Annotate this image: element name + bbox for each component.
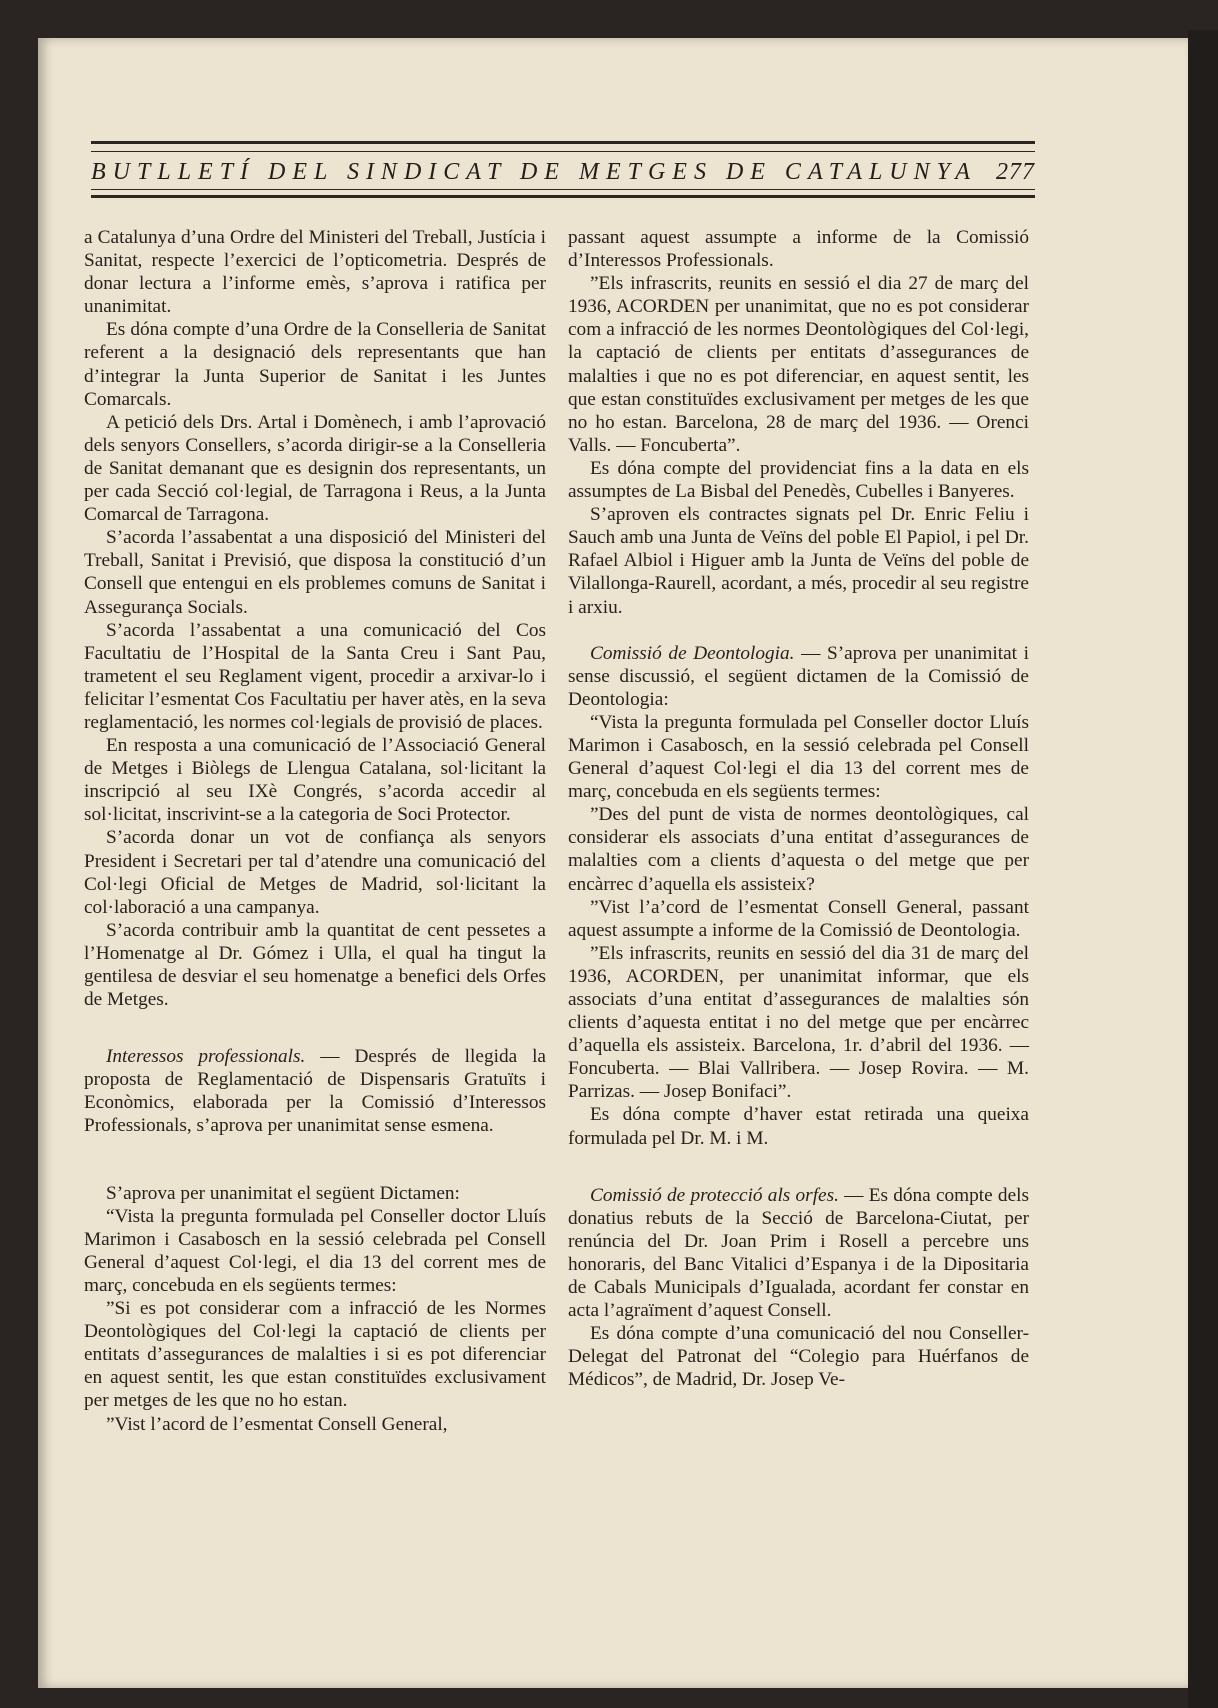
section-paragraph-orfes	[568, 1184, 1029, 1323]
book-edge	[1188, 30, 1218, 1708]
section-paragraph-interessos	[84, 1045, 546, 1137]
section-body: — Es dóna compte dels donatius rebuts de la Secció de Barcelona-Ciutat, per renúncia del Dr. Joan Prim i Rosell a percebre uns honoraris, del Banc Vitalici d’Espanya i de la Dipositaria de Cabals Municipals d’Igualada, acordant fer constar en acta l’agraïment d’aquest Consell.	[568, 1184, 1029, 1322]
paragraph: S’aproven els contractes signats pel Dr. Enric Feliu i Sauch amb una Junta de Veïns del poble El Papiol, i pel Dr. Rafael Albiol i Higuer amb la Junta de Veïns del poble de Vilallonga-Raurell, acordant, a més, procedir al seu registre i arxiu.	[568, 504, 1029, 618]
section-paragraph-deontologia	[568, 642, 1029, 711]
paragraph: S’acorda contribuir amb la quantitat de cent pessetes a l’Homenatge al Dr. Gómez i Ulla, el qual ha tingut la gentilesa de desviar el seu homenatge a benefici dels Orfes de Metges.	[84, 919, 546, 1011]
page-number: 277	[996, 158, 1035, 185]
paragraph: S’aprova per unanimitat el següent Dictamen:	[106, 1182, 460, 1204]
section-heading-orfes: Comissió de protecció als orfes.	[590, 1184, 839, 1206]
paragraph: Es dóna compte del providenciat fins a la data en els assumptes de La Bisbal del Penedès, Cubelles i Banyeres.	[568, 457, 1029, 503]
paragraph: A petició dels Drs. Artal i Domènech, i amb l’aprovació dels senyors Consellers, s’acorda dirigir-se a la Conselleria de Sanitat demanant que es designin dos representants, un per cada Secció col·legial, de Tarragona i Reus, a la Junta Comarcal de Tarragona.	[84, 411, 546, 526]
paragraph: a Catalunya d’una Ordre del Ministeri del Treball, Justícia i Sanitat, respecte l’exercici de l’opticometria. Després de donar lectura a l’informe emès, s’aprova i ratifica per unanimitat.	[84, 227, 546, 318]
journal-title: BUTLLETÍ DEL SINDICAT DE METGES DE CATALUNYA	[91, 158, 977, 185]
paragraph: ”Els infrascrits, reunits en sessió del dia 31 de març del 1936, ACORDEN, per unanimitat informar, que els associats d’una entitat d’assegurances de malalties són clients d’aquesta entitat i no del metge que per encàrrec d’aquella els assisteix. Barcelona, 1r. d’abril del 1936. — Foncuberta. — Blai Vallribera. — Josep Rovira. — M. Parrizas. — Josep Bonifaci”.	[568, 942, 1029, 1103]
paragraph: S’acorda donar un vot de confiança als senyors President i Secretari per tal d’atendre una comunicació del Col·legi Oficial de Metges de Madrid, sol·licitant la col·laboració a una campanya.	[84, 827, 546, 918]
running-head	[91, 157, 1035, 187]
paragraph: ”Vist l’a’cord de l’esmentat Consell General, passant aquest assumpte a informe de la Comissió de Deontologia.	[568, 896, 1029, 941]
right-column	[568, 226, 1029, 1392]
left-column	[84, 226, 546, 1436]
header-rule-bottom-thin	[91, 189, 1035, 190]
paragraph: Es dóna compte d’haver estat retirada una queixa formulada pel Dr. M. i M.	[568, 1104, 1029, 1149]
section-heading-deontologia: Comissió de Deontologia.	[590, 642, 795, 664]
paragraph: ”Els infrascrits, reunits en sessió el dia 27 de març del 1936, ACORDEN per unanimitat, que no es pot considerar com a infracció de les normes Deontològiques del Col·legi, la captació de clients per entitats d’assegurances de malalties i que no es pot diferenciar, en aquest sentit, les que estan constituïdes exclusivament per metges de les que no ho estan. Barcelona, 28 de març del 1936. — Orenci Valls. — Foncuberta”.	[568, 273, 1029, 456]
header-rule-bottom-thick	[91, 195, 1035, 198]
section-body: — Després de llegida la proposta de Reglamentació de Dispensaris Gratuïts i Econòmics, elaborada per la Comissió d’Interessos Professionals, s’aprova per unanimitat sense esmena.	[84, 1046, 546, 1137]
paragraph: Es dóna compte d’una Ordre de la Conselleria de Sanitat referent a la designació dels representants que han d’integrar la Junta Superior de Sanitat i les Juntes Comarcals.	[84, 319, 546, 410]
section-heading-interessos: Interessos professionals.	[106, 1046, 306, 1068]
section-body: — S’aprova per unanimitat i sense discussió, el següent dictamen de la Comissió de Deontologia:	[568, 642, 1029, 710]
paragraph: “Vista la pregunta formulada pel Conseller doctor Lluís Marimon i Casabosch en la sessió celebrada pel Consell General d’aquest Col·legi, el dia 13 del corrent mes de març, concebuda en els següents termes:	[84, 1205, 546, 1296]
paragraph: ”Si es pot considerar com a infracció de les Normes Deontològiques del Col·legi la captació de clients per entitats d’assegurances de malalties i si es pot diferenciar en aquest sentit, les que estan constituïdes exclusivament per metges de les que no ho estan.	[84, 1298, 546, 1412]
paragraph: Es dóna compte d’una comunicació del nou Conseller-Delegat del Patronat del “Colegio para Huérfanos de Médicos”, de Madrid, Dr. Josep Ve-	[568, 1323, 1029, 1391]
header-rule-top-thick	[91, 141, 1035, 144]
header-rule-top-thin	[91, 151, 1035, 152]
paragraph: S’acorda l’assabentat a una disposició del Ministeri del Treball, Sanitat i Previsió, que disposa la constitució d’un Consell que entengui en els problemes comuns de Sanitat i Assegurança Socials.	[84, 527, 546, 618]
paragraph: ”Vist l’acord de l’esmentat Consell General,	[106, 1413, 448, 1435]
paragraph: S’acorda l’assabentat a una comunicació del Cos Facultatiu de l’Hospital de la Santa Creu i Sant Pau, trametent el seu Reglament vigent, procedir a arxivar-lo i felicitar l’esmentat Cos Facultatiu per haver atès, en la seva reglamentació, les normes col·legials de provisió de places.	[84, 619, 546, 733]
paragraph: ”Des del punt de vista de normes deontològiques, cal considerar els associats d’una entitat d’assegurances de malalties com a clients d’aquesta o del metge que per encàrrec d’aquella els assisteix?	[568, 804, 1029, 895]
paragraph: “Vista la pregunta formulada pel Conseller doctor Lluís Marimon i Casabosch, en la sessió celebrada pel Consell General d’aquest Col·legi el dia 13 del corrent mes de març, concebuda en els següents termes:	[568, 711, 1029, 803]
paragraph: passant aquest assumpte a informe de la Comissió d’Interessos Professionals.	[568, 227, 1029, 272]
paragraph: En resposta a una comunicació de l’Associació General de Metges i Biòlegs de Llengua Catalana, sol·licitant la inscripció al seu IXè Congrés, s’acorda accedir al sol·licitat, inscrivint-se a la categoria de Soci Protector.	[84, 735, 546, 826]
